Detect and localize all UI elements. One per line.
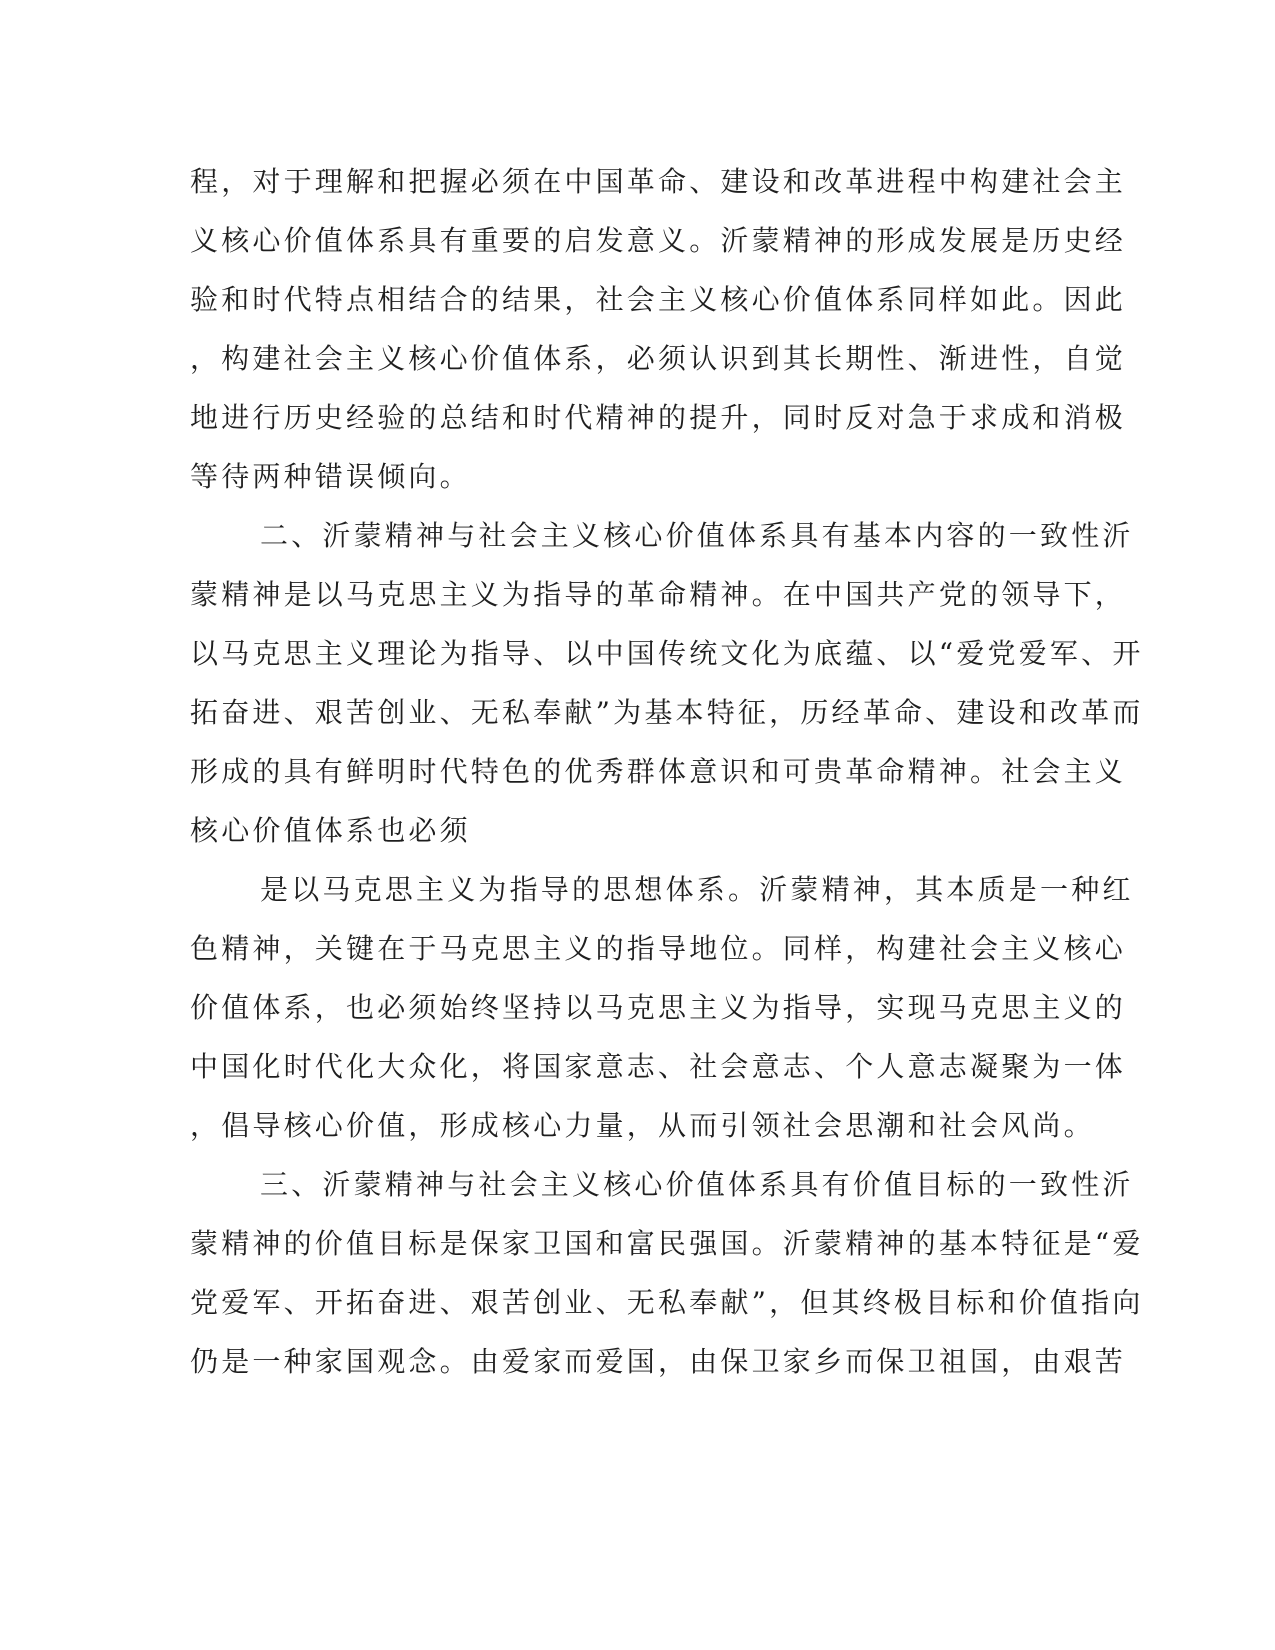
text-line: 色精神，关键在于马克思主义的指导地位。同样，构建社会主义核心 bbox=[190, 932, 1127, 965]
text-line: ，构建社会主义核心价值体系，必须认识到其长期性、渐进性，自觉 bbox=[190, 342, 1127, 375]
text-line: 验和时代特点相结合的结果，社会主义核心价值体系同样如此。因此 bbox=[190, 283, 1127, 316]
text-line: 仍是一种家国观念。由爱家而爱国，由保卫家乡而保卫祖国，由艰苦 bbox=[190, 1345, 1127, 1378]
text-line: 中国化时代化大众化，将国家意志、社会意志、个人意志凝聚为一体 bbox=[190, 1050, 1127, 1083]
text-line: 义核心价值体系具有重要的启发意义。沂蒙精神的形成发展是历史经 bbox=[190, 224, 1127, 257]
text-line: 党爱军、开拓奋进、艰苦创业、无私奉献”，但其终极目标和价值指向 bbox=[190, 1286, 1144, 1319]
text-line: 等待两种错误倾向。 bbox=[190, 460, 471, 493]
paragraph-first-line: 是以马克思主义为指导的思想体系。沂蒙精神，其本质是一种红 bbox=[260, 873, 1134, 906]
paragraph-first-line: 二、沂蒙精神与社会主义核心价值体系具有基本内容的一致性沂 bbox=[260, 519, 1134, 552]
text-line: 形成的具有鲜明时代特色的优秀群体意识和可贵革命精神。社会主义 bbox=[190, 755, 1127, 788]
text-line: 拓奋进、艰苦创业、无私奉献”为基本特征，历经革命、建设和改革而 bbox=[190, 696, 1144, 729]
paragraph-first-line: 三、沂蒙精神与社会主义核心价值体系具有价值目标的一致性沂 bbox=[260, 1168, 1134, 1201]
text-line: 价值体系，也必须始终坚持以马克思主义为指导，实现马克思主义的 bbox=[190, 991, 1127, 1024]
text-line: 蒙精神的价值目标是保家卫国和富民强国。沂蒙精神的基本特征是“爱 bbox=[190, 1227, 1144, 1260]
text-line: ，倡导核心价值，形成核心力量，从而引领社会思潮和社会风尚。 bbox=[190, 1109, 1095, 1142]
text-line: 核心价值体系也必须 bbox=[190, 814, 471, 847]
text-line: 程，对于理解和把握必须在中国革命、建设和改革进程中构建社会主 bbox=[190, 165, 1127, 198]
text-line: 地进行历史经验的总结和时代精神的提升，同时反对急于求成和消极 bbox=[190, 401, 1127, 434]
text-line: 以马克思主义理论为指导、以中国传统文化为底蕴、以“爱党爱军、开 bbox=[190, 637, 1144, 670]
text-line: 蒙精神是以马克思主义为指导的革命精神。在中国共产党的领导下， bbox=[190, 578, 1127, 611]
